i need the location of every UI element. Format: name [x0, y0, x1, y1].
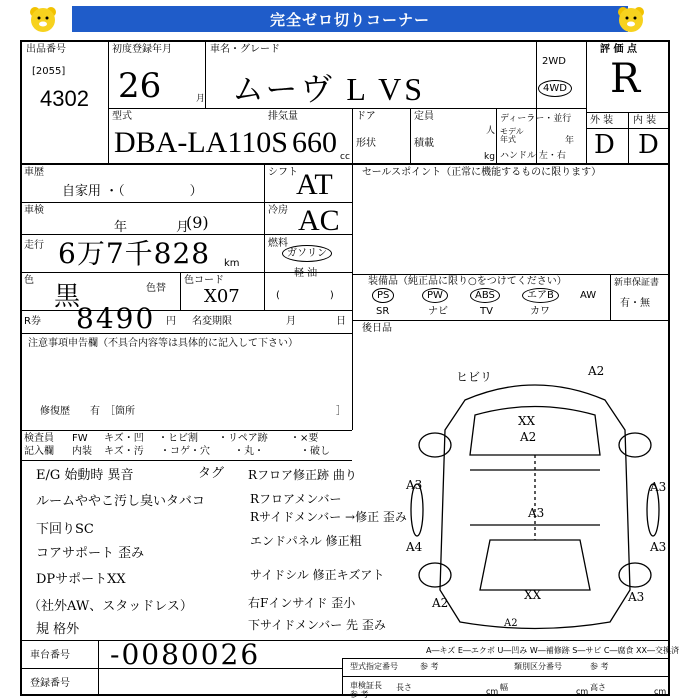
- equip-leather: カワ: [530, 306, 550, 317]
- inspector-row1-4: ・×要: [290, 433, 319, 444]
- recycle-label: R券: [24, 316, 41, 327]
- header-bar: [0, 0, 700, 38]
- note-right-1: Rフロア修正跡 曲り: [248, 468, 357, 482]
- mark-1: XX: [518, 414, 536, 428]
- tax-day-unit: 日: [336, 316, 346, 327]
- equipment-label: 装備品（純正品に限り○をつけてください）: [368, 276, 567, 287]
- color-code-label: 色コード: [184, 275, 224, 286]
- bottom-small-6: 長さ: [396, 683, 412, 692]
- mark-0: A2: [588, 364, 605, 378]
- inspection-month-unit: 月: [176, 220, 190, 235]
- displacement-unit: cc: [340, 152, 350, 162]
- inspector-row1-2: ・ヒビ割: [158, 433, 198, 444]
- load-label: 積載: [414, 138, 434, 149]
- note-right-2: Rフロアメンバー: [250, 492, 342, 506]
- mileage-value: 6万7千828: [58, 237, 211, 270]
- note-right-4: エンドパネル 修正粗: [250, 534, 362, 548]
- mark-7: A3: [650, 540, 667, 554]
- mark-11: A2: [504, 618, 518, 629]
- diagram-top-note: ヒビリ: [456, 370, 493, 384]
- note-right-6: 右Fインサイド 歪小: [248, 596, 356, 610]
- mark-9: A2: [432, 596, 449, 610]
- inspector-row1-3: ・リペア跡: [218, 433, 268, 444]
- page-title: 完全ゼロ切りコーナー: [72, 6, 628, 32]
- repaint-label: 色替: [146, 283, 166, 294]
- note-left-3: コアサポート 歪み: [36, 546, 145, 561]
- inspection-label: 車検: [24, 205, 44, 216]
- note-left-6: 規 格外: [36, 622, 80, 637]
- registration-label: 初度登録年月: [112, 44, 172, 55]
- bear-mascot-left-icon: [26, 4, 60, 34]
- equip-ps: PS: [372, 288, 394, 303]
- car-name-value: ムーヴ L VS: [232, 71, 426, 107]
- inspector-label-2: 記入欄: [24, 446, 54, 457]
- usage-value: 自家用 ・（ ）: [62, 184, 203, 199]
- displacement-label: 排気量: [268, 111, 298, 122]
- inspection-year-unit: 年: [114, 220, 128, 235]
- grade-value: R: [610, 56, 641, 102]
- usage-label: 車歴: [24, 167, 44, 178]
- note-left-2: 下回りSC: [36, 522, 94, 537]
- equip-sr: SR: [376, 306, 390, 317]
- sales-point-label: セールスポイント（正常に機能するものに限ります）: [362, 167, 602, 178]
- model-value: DBA-LA110S: [114, 126, 288, 159]
- note-right-0: タグ: [198, 466, 225, 481]
- notes-label: 注意事項申告欄（不具合内容等は具体的に記入して下さい）: [28, 338, 298, 349]
- model-label: 型式: [112, 111, 132, 122]
- bottom-small-3: 参 考: [590, 662, 609, 671]
- inspector-row1-0: FW: [72, 433, 88, 444]
- equip-abs: ABS: [470, 288, 500, 303]
- wheel-rear-left: [419, 563, 451, 587]
- lot-number: 4302: [40, 86, 89, 111]
- drive-4wd: 4WD: [538, 80, 572, 97]
- registration-month-unit: 月: [196, 94, 206, 104]
- exterior-label: 外 装: [590, 115, 614, 126]
- inspector-row2-4: ・破し: [300, 446, 330, 457]
- tax-label: 名変期限: [192, 316, 232, 327]
- grade-label: 評 価 点: [600, 44, 637, 55]
- exterior-grade: D: [594, 130, 615, 160]
- recycle-value: 8490: [76, 302, 156, 335]
- fuel-label: 燃料: [268, 238, 288, 249]
- year-unit: 年: [565, 136, 575, 146]
- repair-bracket: ］: [336, 406, 346, 417]
- bottom-small-5: 参 考: [350, 690, 369, 699]
- mark-2: A2: [520, 430, 537, 444]
- repair-label: 修復歴 有 ［箇所: [40, 406, 135, 417]
- lot-label: 出品番号: [26, 44, 66, 55]
- bottom-small-11: cm: [654, 687, 667, 696]
- recycle-unit: 円: [166, 316, 176, 327]
- equip-aw: AW: [580, 290, 597, 301]
- drive-2wd: 2WD: [542, 56, 566, 67]
- equip-airbag: エアB: [522, 288, 559, 303]
- wheel-rear-right: [619, 563, 651, 587]
- fuel-paren: ( ): [276, 290, 334, 301]
- model-year-label: モデル 年式: [500, 127, 524, 144]
- chassis-value: -0080026: [110, 638, 261, 671]
- shift-label: シフト: [268, 167, 298, 178]
- inspector-row2-3: ・丸・: [234, 446, 264, 457]
- bottom-small-8: 幅: [500, 683, 508, 692]
- rear-seat-label: 後日品: [362, 323, 392, 334]
- inspector-row2-0: 内装: [72, 446, 92, 457]
- note-right-7: 下サイドメンバー 先 歪み: [248, 618, 386, 632]
- warranty-value: 有・無: [620, 298, 650, 309]
- load-unit: kg: [484, 152, 495, 162]
- mark-5: A3: [528, 506, 545, 520]
- fuel-gasoline: ガソリン: [282, 245, 332, 262]
- note-right-3: Rサイドメンバー →修正 歪み: [250, 510, 407, 524]
- car-name-label: 車名・グレード: [210, 44, 280, 55]
- plate-label: 登録番号: [30, 678, 70, 689]
- inspection-value: (9): [186, 213, 209, 232]
- aircon-label: 冷房: [268, 205, 288, 216]
- wheel-front-right: [619, 433, 651, 457]
- mark-4: A3: [650, 480, 667, 494]
- aircon-value: AC: [298, 204, 340, 237]
- note-left-4: DPサポートXX: [36, 572, 126, 587]
- color-label: 色: [24, 275, 34, 286]
- tax-month-unit: 月: [286, 316, 296, 327]
- bear-mascot-right-icon: [614, 4, 648, 34]
- equip-navi: ナビ: [428, 306, 448, 317]
- lot-sub-number: [2055]: [32, 66, 66, 77]
- bottom-small-9: cm: [576, 687, 589, 696]
- note-right-5: サイドシル 修正キズアト: [250, 568, 385, 582]
- interior-label: 内 装: [633, 115, 657, 126]
- shape-label: 形状: [356, 138, 376, 149]
- bottom-small-10: 高さ: [590, 683, 606, 692]
- car-rear-window: [480, 540, 590, 590]
- door-label: ドア: [356, 111, 376, 122]
- inspector-row2-2: ・コゲ・穴: [160, 446, 210, 457]
- mark-6: A4: [406, 540, 423, 554]
- capacity-label: 定員: [414, 111, 434, 122]
- bottom-small-0: 型式指定番号: [350, 662, 398, 671]
- warranty-label: 新車保証書: [614, 278, 660, 288]
- color-value: 黒: [54, 282, 81, 312]
- registration-year: 26: [118, 66, 162, 106]
- mark-8: A3: [628, 590, 645, 604]
- mark-3: A3: [406, 478, 423, 492]
- shift-value: AT: [296, 168, 333, 201]
- equip-tv: TV: [480, 306, 493, 317]
- displacement-value: 660: [292, 126, 337, 159]
- wheel-front-left: [419, 433, 451, 457]
- capacity-unit: 人: [486, 126, 496, 136]
- handle-label: ハンドル 左・右: [500, 151, 566, 161]
- note-left-1: ルームややこ汚し臭いタバコ: [36, 494, 205, 509]
- equip-pw: PW: [422, 288, 448, 303]
- legend: A―キズ E―エクボ U―凹み W―補修跡 S―サビ C―腐食 XX―交換済: [426, 646, 680, 655]
- bottom-small-1: 参 考: [420, 662, 439, 671]
- mark-10: XX: [524, 588, 542, 602]
- interior-grade: D: [638, 130, 659, 160]
- note-left-5: （社外AW、スタッドレス）: [28, 599, 193, 614]
- dealer-label: ディーラー・並行: [500, 114, 572, 124]
- chassis-label: 車台番号: [30, 650, 70, 661]
- bottom-small-2: 類別区分番号: [514, 662, 562, 671]
- inspector-label: 検査員: [24, 433, 54, 444]
- inspector-row2-1: キズ・汚: [104, 446, 144, 457]
- inspector-row1-1: キズ・凹: [104, 433, 144, 444]
- color-code-value: X07: [204, 286, 240, 307]
- mileage-unit: km: [224, 258, 240, 269]
- bottom-small-4: 車検証長: [350, 681, 382, 690]
- fuel-light-oil: 軽 油: [294, 268, 318, 279]
- note-left-0: E/G 始動時 異音: [36, 468, 134, 483]
- bottom-small-7: cm: [486, 687, 499, 696]
- mileage-label: 走行: [24, 240, 44, 251]
